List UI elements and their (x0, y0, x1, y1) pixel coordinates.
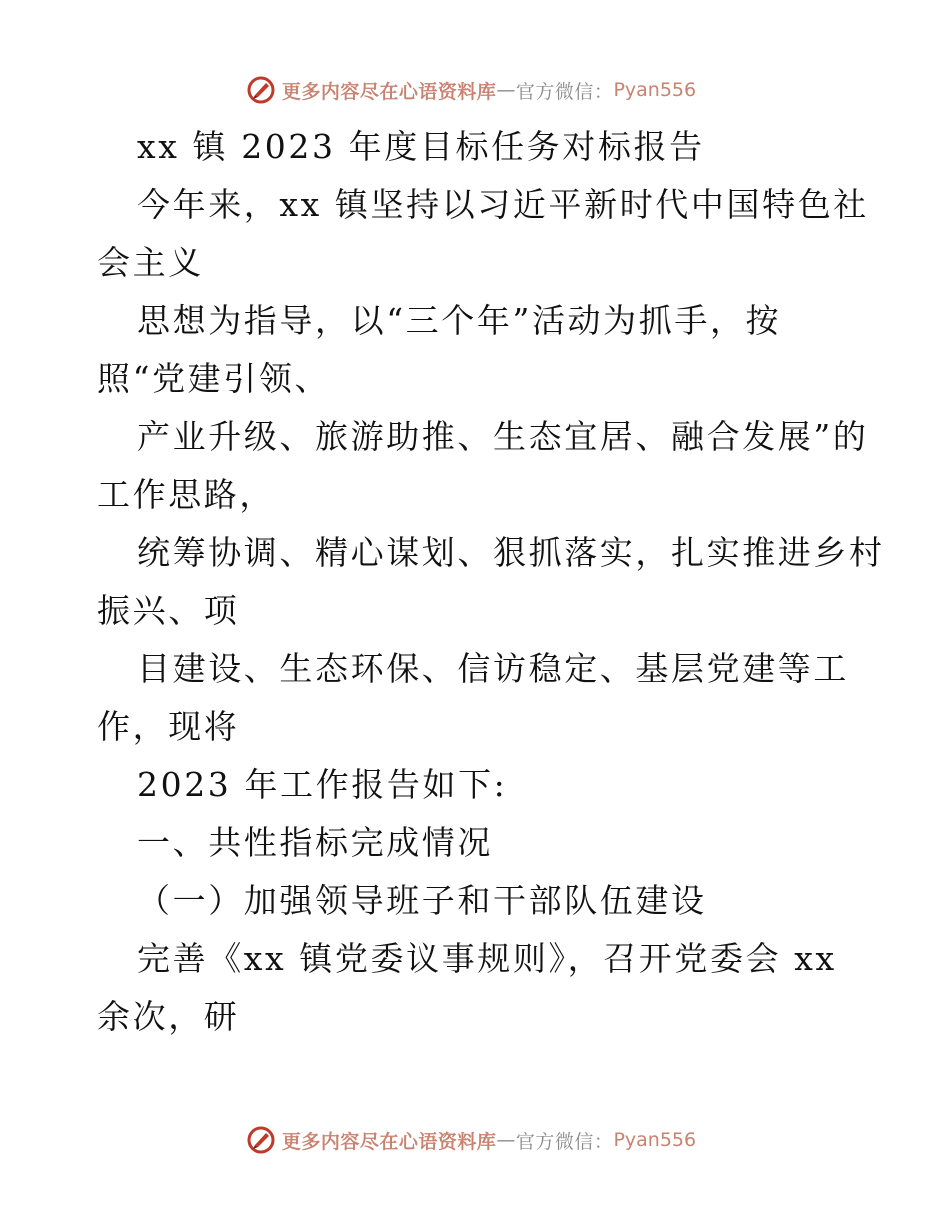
watermark-official-label: 官方微信： (515, 1130, 614, 1153)
doc-line: 振兴、项 (97, 591, 240, 630)
doc-line: 余次，研 (97, 997, 240, 1036)
doc-line: 产业升级、旅游助推、生态宜居、融合发展”的 (137, 417, 869, 456)
watermark-promo-text: 更多内容尽在心语资料库 (281, 80, 497, 103)
watermark-promo-text: 更多内容尽在心语资料库 (281, 1130, 497, 1153)
watermark-separator: — (496, 79, 516, 101)
doc-line: 会主义 (97, 243, 204, 282)
header-watermark (0, 70, 950, 110)
doc-line: 照“党建引领、 (97, 359, 331, 398)
doc-line: 目建设、生态环保、信访稳定、基层党建等工 (137, 649, 849, 688)
doc-line: xx 镇 2023 年度目标任务对标报告 (137, 127, 705, 166)
doc-line: 工作思路， (97, 475, 275, 514)
watermark-wechat-id: Pyan556 (613, 1129, 697, 1151)
pen-logo-icon (246, 1125, 276, 1155)
doc-line: 思想为指导，以“三个年”活动为抓手，按 (137, 301, 782, 340)
watermark-wechat-id: Pyan556 (613, 79, 697, 101)
doc-line: 今年来，xx 镇坚持以习近平新时代中国特色社 (137, 185, 869, 224)
doc-line: 一、共性指标完成情况 (137, 823, 493, 862)
doc-line: 完善《xx 镇党委议事规则》，召开党委会 xx (137, 939, 837, 978)
pen-logo-icon (246, 75, 276, 105)
watermark-separator: — (496, 1129, 516, 1151)
footer-watermark (0, 1120, 950, 1160)
doc-line: （一）加强领导班子和干部队伍建设 (137, 881, 707, 920)
doc-line: 2023 年工作报告如下: (137, 765, 508, 804)
document-body (97, 118, 885, 1046)
doc-line: 统筹协调、精心谋划、狠抓落实，扎实推进乡村 (137, 533, 885, 572)
watermark-official-label: 官方微信： (515, 80, 614, 103)
doc-line: 作，现将 (97, 707, 240, 746)
